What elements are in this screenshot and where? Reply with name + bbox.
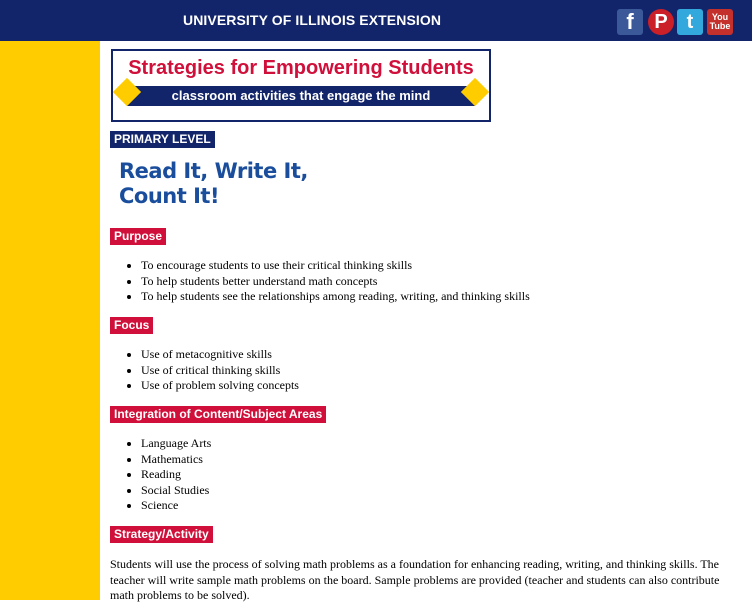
youtube-icon[interactable] — [707, 9, 733, 35]
activity-title-line1: Read It, Write It, — [119, 159, 308, 183]
twitter-icon[interactable]: t — [677, 9, 703, 35]
youtube-icon-bottom: Tube — [709, 21, 731, 31]
list-item: • Science — [141, 498, 211, 514]
level-badge: PRIMARY LEVEL — [110, 131, 215, 148]
purpose-heading: Purpose — [110, 228, 166, 245]
program-banner — [111, 49, 491, 122]
purpose-list — [110, 258, 530, 305]
list-item: • Social Studies — [141, 483, 211, 499]
left-sidebar-stripe — [0, 41, 100, 600]
list-item: • To encourage students to use their critical thinking skills — [141, 258, 530, 274]
youtube-icon-top: You — [711, 12, 729, 22]
list-item: • Reading — [141, 467, 211, 483]
activity-title-line2: Count It! — [119, 184, 220, 208]
focus-heading: Focus — [110, 317, 153, 334]
list-item: • Use of metacognitive skills — [141, 347, 299, 363]
list-item: • Mathematics — [141, 452, 211, 468]
list-item: • Use of problem solving concepts — [141, 378, 299, 394]
strategy-heading: Strategy/Activity — [110, 526, 213, 543]
pinterest-icon[interactable]: P — [648, 9, 674, 35]
integration-heading: Integration of Content/Subject Areas — [110, 406, 326, 423]
list-item: • Language Arts — [141, 436, 211, 452]
banner-title: Strategies for Empowering Students — [128, 57, 474, 79]
activity-title — [119, 159, 308, 209]
integration-list — [110, 436, 211, 514]
list-item: • To help students better understand math concepts — [141, 274, 530, 290]
strategy-paragraph: Students will use the process of solving math problems as a foundation for enhancing reading, writing, and thinking skills. The teacher will write sample math problems on the board. Sample problems are provided (teacher and students can also contribute math problems to be solved). — [110, 557, 720, 602]
list-item: • Use of critical thinking skills — [141, 363, 299, 379]
facebook-icon[interactable]: f — [617, 9, 643, 35]
list-item: • To help students see the relationships among reading, writing, and thinking skills — [141, 289, 530, 305]
top-bar — [0, 0, 752, 41]
site-title[interactable]: UNIVERSITY OF ILLINOIS EXTENSION — [183, 12, 442, 28]
focus-list — [110, 347, 299, 394]
banner-subtitle: classroom activities that engage the mind — [127, 86, 475, 106]
